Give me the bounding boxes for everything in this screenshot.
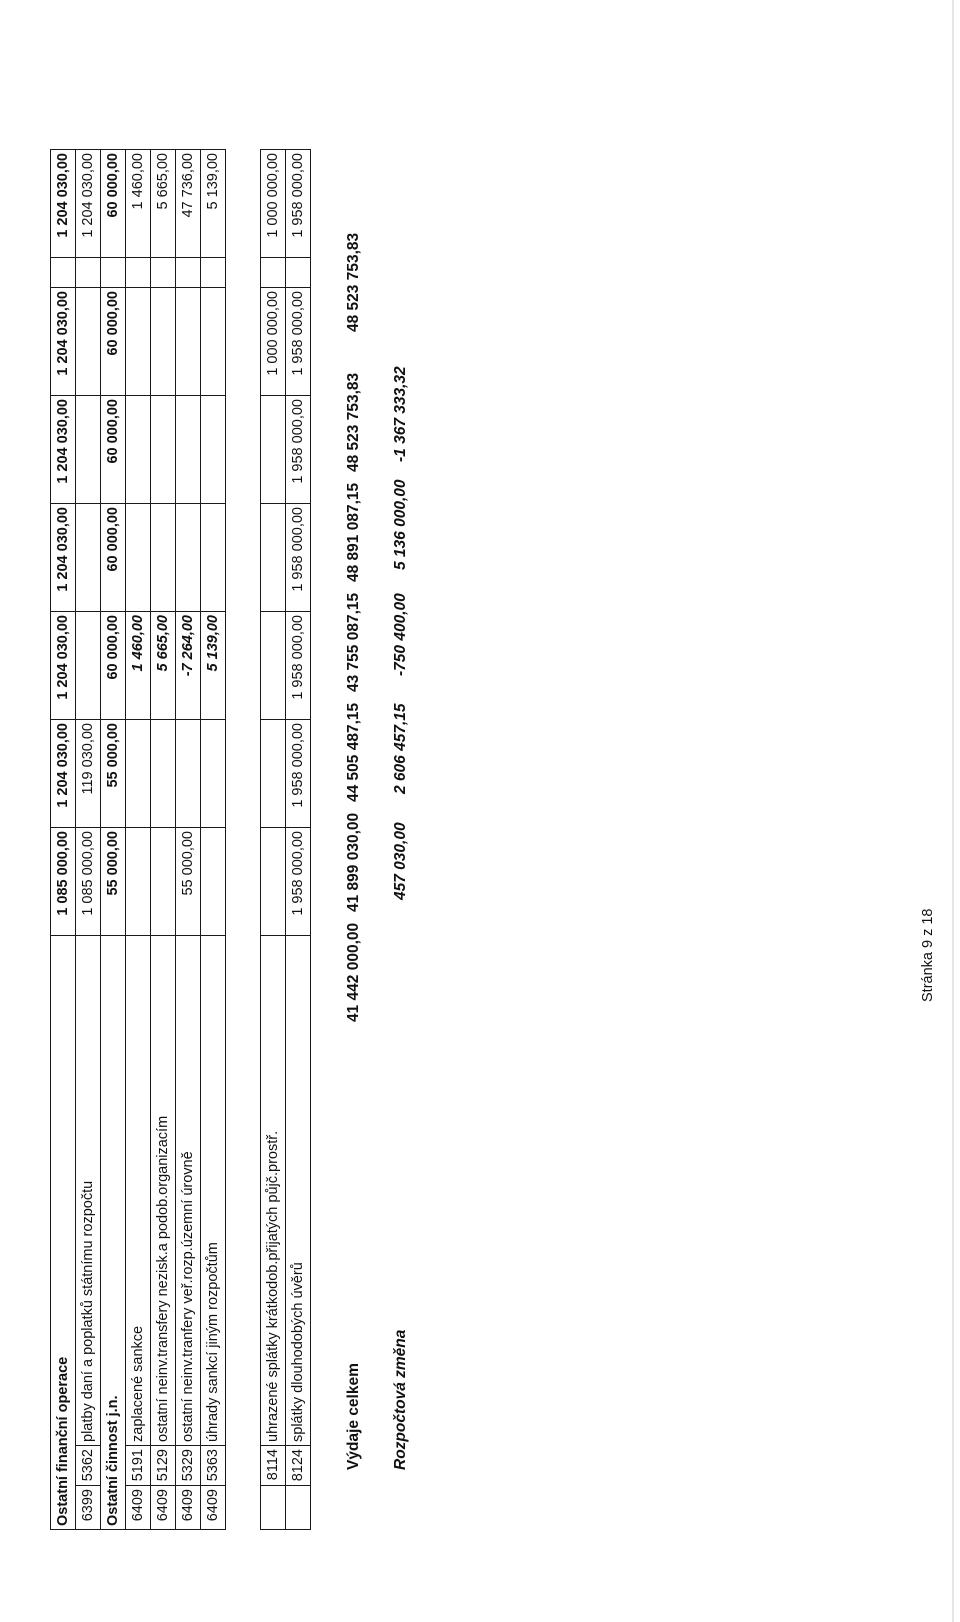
- value-cell: 1 204 030,00: [76, 150, 101, 258]
- value-cell: 119 030,00: [76, 720, 101, 828]
- spacer-cell: [126, 258, 151, 288]
- value-cell: 47 736,00: [176, 150, 201, 258]
- item-code: 5191: [126, 1446, 151, 1486]
- item-label: splátky dlouhodobých úvěrů: [286, 936, 311, 1446]
- value-cell: [261, 828, 286, 936]
- value-cell: [126, 504, 151, 612]
- value-cell: [261, 396, 286, 504]
- value-cell: [76, 612, 101, 720]
- item-label: uhrazené splátky krátkodob.přijatých půjč.prostř.: [261, 936, 286, 1446]
- value-cell: [261, 612, 286, 720]
- value-cell: 5 139,00: [201, 150, 226, 258]
- total-value: 48 523 753,83: [345, 372, 362, 472]
- value-cell: [76, 396, 101, 504]
- item-code: 8114: [261, 1446, 286, 1486]
- item-label: ostatní neinv.tranfery veř.rozp.územní úrovně: [176, 936, 201, 1446]
- item-label: úhrady sankcí jiným rozpočtům: [201, 936, 226, 1446]
- total-value: 48 523 753,83: [345, 232, 362, 332]
- spacer-cell: [286, 258, 311, 288]
- value-cell: 1 085 000,00: [76, 828, 101, 936]
- value-cell: 1 958 000,00: [286, 396, 311, 504]
- value-cell: [176, 396, 201, 504]
- value-cell: [201, 288, 226, 396]
- value-cell: [261, 720, 286, 828]
- value-cell: 1 204 030,00: [51, 396, 76, 504]
- spacer-cell: [176, 258, 201, 288]
- value-cell: 5 665,00: [151, 612, 176, 720]
- paragraph-code: 6409: [126, 1486, 151, 1530]
- value-cell: 1 958 000,00: [286, 288, 311, 396]
- budget-table: [50, 149, 226, 1530]
- empty-cell: [286, 1486, 311, 1530]
- financing-table: [260, 149, 311, 1530]
- value-cell: 1 460,00: [126, 150, 151, 258]
- empty-cell: [261, 1486, 286, 1530]
- value-cell: 1 958 000,00: [286, 828, 311, 936]
- budget-table-body: [51, 150, 226, 1530]
- change-value: 5 136 000,00: [392, 479, 409, 570]
- paragraph-code: 6409: [151, 1486, 176, 1530]
- value-cell: [151, 504, 176, 612]
- table-row: [151, 150, 176, 1530]
- value-cell: 60 000,00: [101, 504, 126, 612]
- item-label: ostatní neinv.transfery nezisk.a podob.organizacím: [151, 936, 176, 1446]
- table-row: [76, 150, 101, 1530]
- value-cell: [126, 396, 151, 504]
- value-cell: 1 460,00: [126, 612, 151, 720]
- value-cell: 60 000,00: [101, 288, 126, 396]
- value-cell: 60 000,00: [101, 150, 126, 258]
- value-cell: [201, 828, 226, 936]
- value-cell: 1 958 000,00: [286, 150, 311, 258]
- value-cell: [176, 720, 201, 828]
- spacer-cell: [201, 258, 226, 288]
- value-cell: 1 204 030,00: [51, 150, 76, 258]
- value-cell: 1 085 000,00: [51, 828, 76, 936]
- change-value: -1 367 333,32: [392, 366, 409, 462]
- value-cell: [201, 504, 226, 612]
- value-cell: 60 000,00: [101, 612, 126, 720]
- spacer-cell: [51, 258, 76, 288]
- section-row: [51, 150, 76, 1530]
- table-row: [126, 150, 151, 1530]
- total-value: 41 899 030,00: [345, 812, 362, 912]
- value-cell: 55 000,00: [176, 828, 201, 936]
- value-cell: [151, 828, 176, 936]
- item-label: platby daní a poplatků státnímu rozpočtu: [76, 936, 101, 1446]
- item-code: 5129: [151, 1446, 176, 1486]
- value-cell: [176, 504, 201, 612]
- total-value: 48 891 087,15: [345, 482, 362, 582]
- value-cell: [126, 720, 151, 828]
- value-cell: [261, 504, 286, 612]
- value-cell: 60 000,00: [101, 396, 126, 504]
- item-code: 8124: [286, 1446, 311, 1486]
- table-row: [286, 150, 311, 1530]
- item-label: zaplacené sankce: [126, 936, 151, 1446]
- value-cell: -7 264,00: [176, 612, 201, 720]
- value-cell: [201, 720, 226, 828]
- page-footer: Stránka 9 z 18: [920, 908, 936, 1002]
- value-cell: [76, 288, 101, 396]
- value-cell: 5 665,00: [151, 150, 176, 258]
- change-value: 2 606 457,15: [392, 703, 409, 794]
- value-cell: 1 958 000,00: [286, 720, 311, 828]
- value-cell: 55 000,00: [101, 720, 126, 828]
- change-value: 457 030,00: [392, 822, 409, 900]
- value-cell: [126, 828, 151, 936]
- total-value: 41 442 000,00: [345, 922, 362, 1022]
- value-cell: [76, 504, 101, 612]
- change-label: Rozpočtová změna: [392, 1329, 409, 1470]
- value-cell: [201, 396, 226, 504]
- section-row: [101, 150, 126, 1530]
- value-cell: 1 958 000,00: [286, 504, 311, 612]
- item-code: 5362: [76, 1446, 101, 1486]
- value-cell: [151, 720, 176, 828]
- table-row: [201, 150, 226, 1530]
- spacer-cell: [261, 258, 286, 288]
- section-label: Ostatní finanční operace: [51, 936, 76, 1530]
- spacer-cell: [151, 258, 176, 288]
- value-cell: 1 000 000,00: [261, 150, 286, 258]
- value-cell: [176, 288, 201, 396]
- value-cell: [151, 288, 176, 396]
- financing-table-body: [261, 150, 311, 1530]
- value-cell: 1 204 030,00: [51, 612, 76, 720]
- table-row: [261, 150, 286, 1530]
- value-cell: [126, 288, 151, 396]
- section-label: Ostatní činnost j.n.: [101, 936, 126, 1530]
- paragraph-code: 6409: [176, 1486, 201, 1530]
- spacer-cell: [76, 258, 101, 288]
- value-cell: [151, 396, 176, 504]
- value-cell: 1 204 030,00: [51, 288, 76, 396]
- change-value: -750 400,00: [392, 593, 409, 676]
- spacer-cell: [101, 258, 126, 288]
- paragraph-code: 6409: [201, 1486, 226, 1530]
- totals-label: Výdaje celkem: [345, 1363, 362, 1470]
- table-row: [176, 150, 201, 1530]
- item-code: 5329: [176, 1446, 201, 1486]
- value-cell: 1 000 000,00: [261, 288, 286, 396]
- value-cell: 5 139,00: [201, 612, 226, 720]
- total-value: 43 755 087,15: [345, 592, 362, 692]
- value-cell: 1 204 030,00: [51, 720, 76, 828]
- paragraph-code: 6399: [76, 1486, 101, 1530]
- value-cell: 1 204 030,00: [51, 504, 76, 612]
- value-cell: 1 958 000,00: [286, 612, 311, 720]
- value-cell: 55 000,00: [101, 828, 126, 936]
- total-value: 44 505 487,15: [345, 702, 362, 802]
- item-code: 5363: [201, 1446, 226, 1486]
